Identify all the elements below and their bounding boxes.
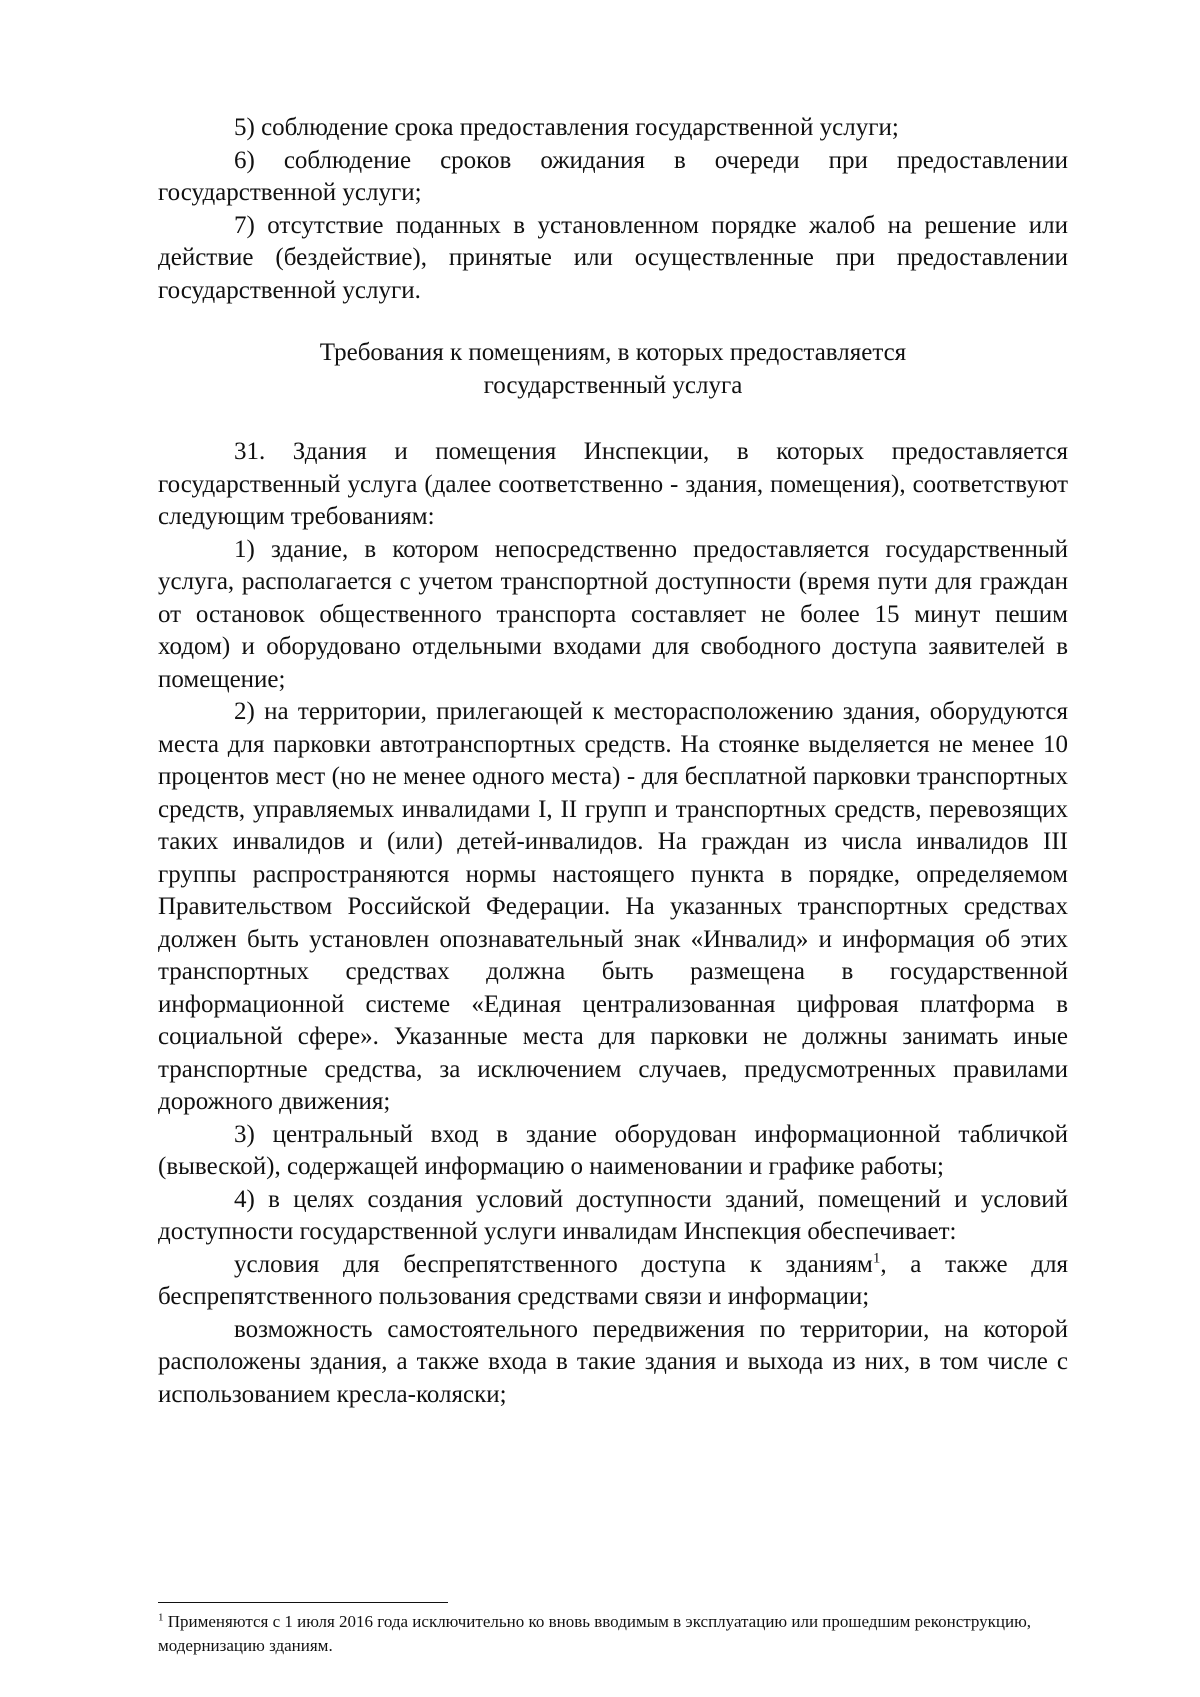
requirement-item-4: 4) в целях создания условий доступности зданий, помещений и условий доступности государственной услуги инвалидам Инспекция обеспечивает: (158, 1185, 1068, 1245)
footnote-text: Применяются с 1 июля 2016 года исключительно ко вновь вводимым в эксплуатацию или прошедшим реконструкцию, модернизацию зданиям. (158, 1612, 1032, 1655)
section-heading-line-2: государственный услуга (483, 371, 743, 399)
footnote-reference[interactable]: 1 (872, 1250, 881, 1267)
footnote-mark: 1 (158, 1611, 164, 1624)
condition-access-text-end: , а также для беспрепятственного пользования средствами связи и информации; (158, 1250, 1068, 1310)
condition-access-text-start: условия для беспрепятственного доступа к зданиям (234, 1250, 873, 1278)
list-item-6: 6) соблюдение сроков ожидания в очереди при предоставлении государственной услуги; (158, 146, 1068, 206)
requirement-item-1: 1) здание, в котором непосредственно предоставляется государственный услуга, располагается с учетом транспортной доступности (время пути для граждан от остановок общественного транспорта составляет не более 15 минут пешим ходом) и оборудовано отдельными входами для свободного доступа заявителей в помещение; (158, 535, 1068, 693)
paragraph-31: 31. Здания и помещения Инспекции, в которых предоставляется государственный услуга (далее соответственно - здания, помещения), соответствуют следующим требованиям: (158, 438, 1068, 530)
footnote (158, 1610, 1068, 1658)
condition-movement: возможность самостоятельного передвижения по территории, на которой расположены здания, а также входа в такие здания и выхода из них, в том числе с использованием кресла-коляски; (158, 1315, 1068, 1408)
requirement-item-2: 2) на территории, прилегающей к месторасположению здания, оборудуются места для парковки автотранспортных средств. На стоянке выделяется не менее 10 процентов мест (но не менее одного места) - для бесплатной парковки транспортных средств, управляемых инвалидами I, II групп и транспортных средств, перевозящих таких инвалидов и (или) детей-инвалидов. На граждан из числа инвалидов III группы распространяются нормы настоящего пункта в порядке, определяемом Правительством Российской Федерации. На указанных транспортных средствах должен быть установлен опознавательный знак «Инвалид» и информация об этих транспортных средствах должна быть размещена в государственной информационной системе «Единая централизованная цифровая платформа в социальной сфере». Указанные места для парковки не должны занимать иные транспортные средства, за исключением случаев, предусмотренных правилами дорожного движения; (158, 698, 1068, 1115)
condition-access (158, 1249, 1068, 1314)
list-item-7: 7) отсутствие поданных в установленном порядке жалоб на решение или действие (бездействие), принятые или осуществленные при предоставлении государственной услуги. (158, 211, 1068, 304)
list-item-5: 5) соблюдение срока предоставления государственной услуги; (234, 114, 899, 141)
document-page (158, 112, 1068, 1411)
section-heading (158, 337, 1068, 402)
requirement-item-3: 3) центральный вход в здание оборудован информационной табличкой (вывеской), содержащей информацию о наименовании и графике работы; (158, 1120, 1068, 1180)
section-heading-line-1: Требования к помещениям, в которых предоставляется (319, 339, 907, 366)
footnote-separator (158, 1602, 448, 1603)
